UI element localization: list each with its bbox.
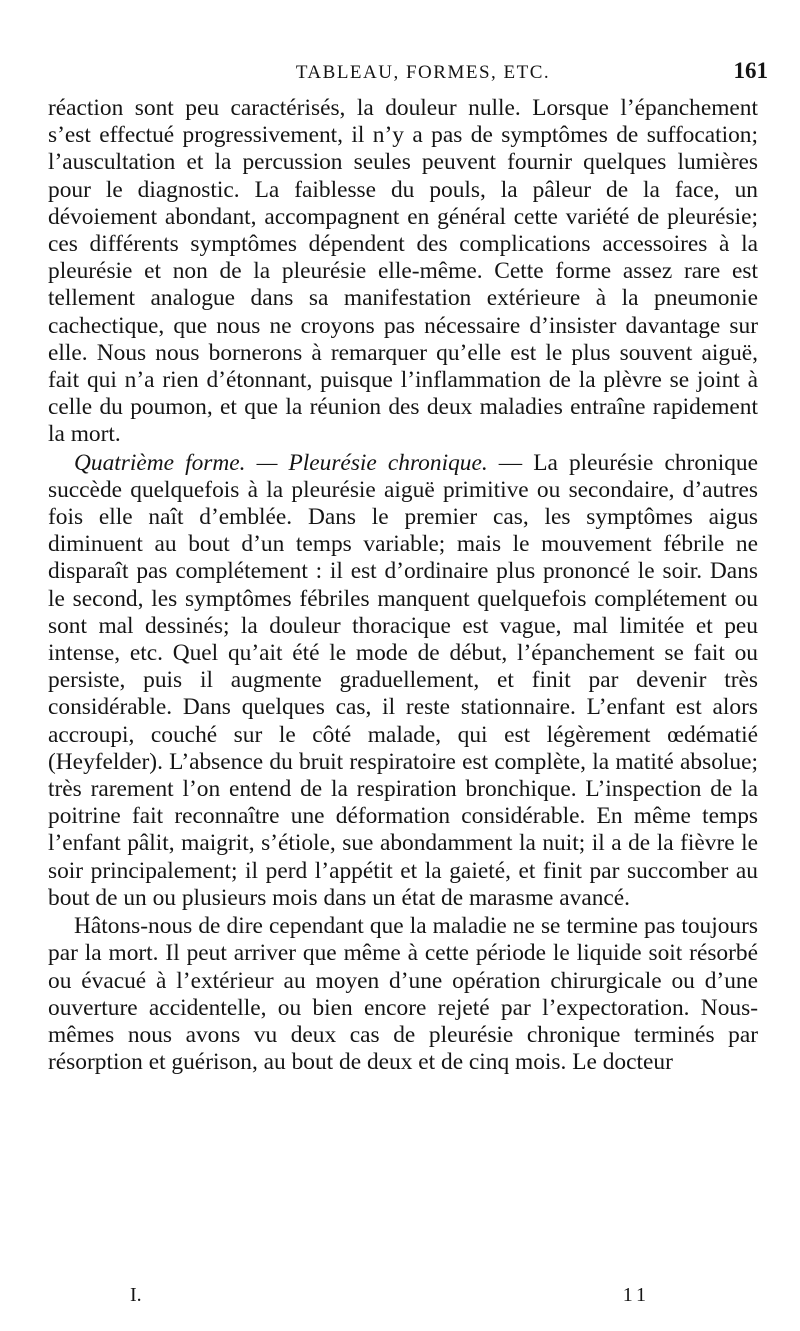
running-title: TABLEAU, FORMES, ETC. (295, 62, 551, 83)
signature-number: 11 (622, 1284, 650, 1306)
signature-mark: I. (130, 1284, 142, 1306)
paragraph-hatons-nous: Hâtons-nous de dire cependant que la maladie ne se termine pas toujours par la mort. Il peut arriver que même à cette période le liquide soit résorbé ou évacué à l’extérieur au moyen d’une opération chirurgicale ou d’une ouverture accidentelle, ou bien encore rejeté par l’expectoration. Nous-mêmes nous avons vu deux cas de pleurésie chronique terminés par résorption et guérison, au bout de deux et de cinq mois. Le docteur (48, 913, 758, 1076)
paragraph-continuation: réaction sont peu caractérisés, la douleur nulle. Lorsque l’épanchement s’est effectué progressivement, il n’y a pas de symptômes de suffocation; l’auscultation et la percussion seules peuvent fournir quelques lumières pour le diagnostic. La faiblesse du pouls, la pâleur de la face, un dévoiement abondant, accompagnent en général cette variété de pleurésie; ces différents symptômes dépendent des complications accessoires à la pleurésie et non de la pleurésie elle-même. Cette forme assez rare est tellement analogue dans sa manifestation extérieure à la pneumonie cachectique, que nous ne croyons pas nécessaire d’insister davantage sur elle. Nous nous bornerons à remarquer qu’elle est le plus souvent aiguë, fait qui n’a rien d’étonnant, puisque l’inflammation de la plèvre se joint à celle du poumon, et que la réunion des deux maladies entraîne rapidement la mort. (48, 95, 758, 448)
section-heading: Quatrième forme. — Pleurésie chronique. (74, 449, 488, 476)
page-footer (130, 1284, 650, 1314)
page-number: 161 (733, 58, 768, 83)
paragraph-text: — La pleurésie chronique succède quelquefois à la pleurésie aiguë primitive ou secondaire, d’autres fois elle naît d’emblée. Dans le premier cas, les symptômes aigus diminuent au bout d’un temps variable; mais le mouvement fébrile ne disparaît pas complétement : il est d’ordinaire plus prononcé le soir. Dans le second, les symptômes fébriles manquent quelquefois complétement ou sont mal dessinés; la douleur thoracique est vague, mal limitée et peu intense, etc. Quel qu’ait été le mode de début, l’épanchement se fait ou persiste, puis il augmente graduellement, et finit par devenir très considérable. Dans quelques cas, il reste stationnaire. L’enfant est alors accroupi, couché sur le côté malade, qui est légèrement œdématié (Heyfelder). L’absence du bruit respiratoire est complète, la matité absolue; très rarement l’on entend de la respiration bronchique. L’inspection de la poitrine fait reconnaître une déformation considérable. En même temps l’enfant pâlit, maigrit, s’étiole, sue abondamment la nuit; il a de la fièvre le soir principalement; il perd l’appétit et la gaieté, et finit par succomber au bout de un ou plusieurs mois dans un état de marasme avancé. (48, 449, 758, 911)
paragraph-quatrieme-forme (48, 450, 758, 912)
page-header (48, 58, 768, 92)
body-text (48, 95, 758, 1076)
